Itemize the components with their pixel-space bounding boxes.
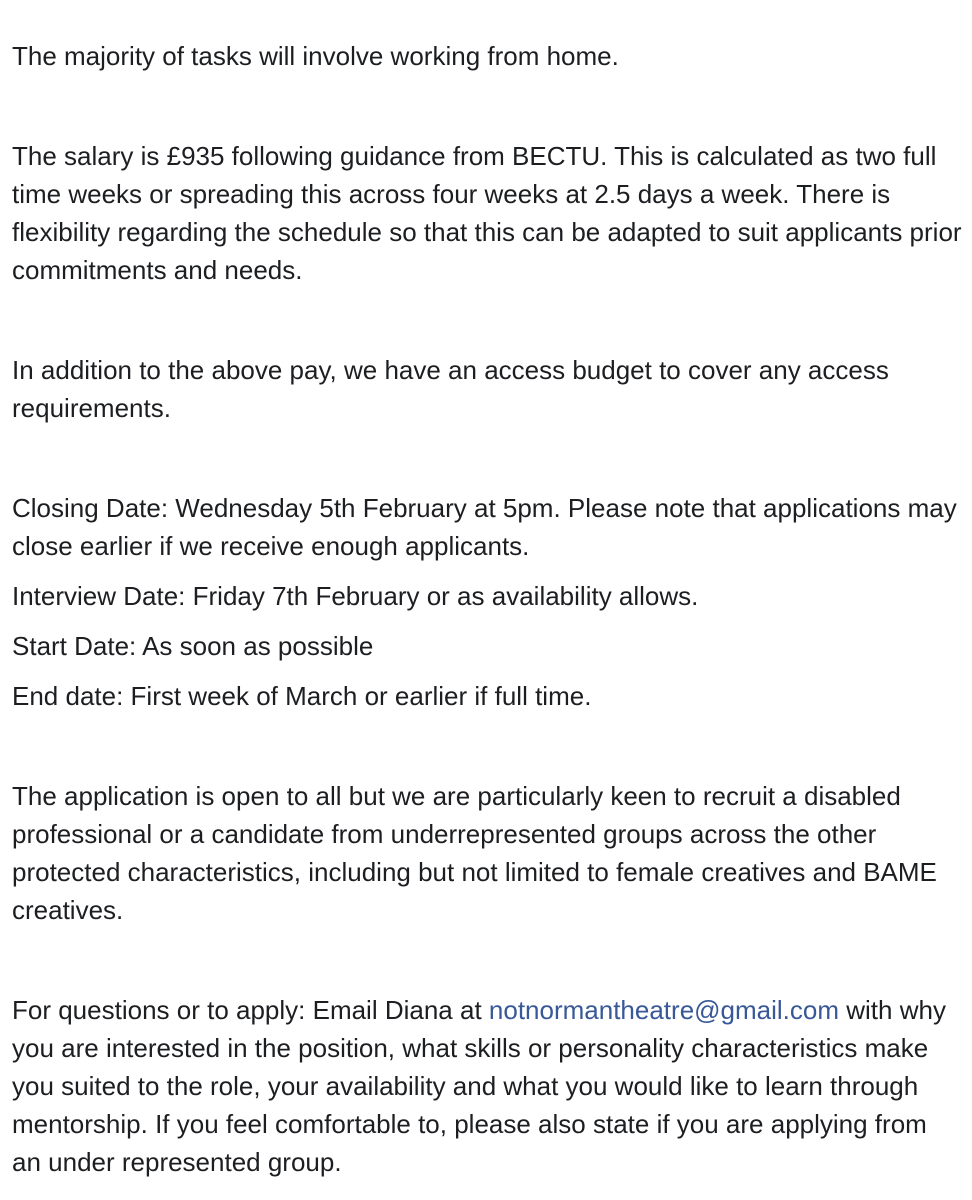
paragraph-work-from-home: The majority of tasks will involve working from home. (12, 41, 619, 71)
end-date: End date: First week of March or earlier if full time. (12, 681, 592, 711)
paragraph-access-budget: In addition to the above pay, we have an access budget to cover any access requirements. (12, 355, 889, 423)
start-date: Start Date: As soon as possible (12, 631, 374, 661)
post-body (12, 37, 962, 1181)
closing-date: Closing Date: Wednesday 5th February at 5pm. Please note that applications may close earlier if we receive enough applicants. (12, 493, 957, 561)
paragraph-eligibility: The application is open to all but we are particularly keen to recruit a disabled professional or a candidate from underrepresented groups across the other protected characteristics, including but not limited to female creatives and BAME creatives. (12, 781, 937, 925)
paragraph-contact (12, 991, 962, 1181)
contact-prefix: For questions or to apply: Email Diana at (12, 995, 489, 1025)
paragraph-salary: The salary is £935 following guidance from BECTU. This is calculated as two full time weeks or spreading this across four weeks at 2.5 days a week. There is flexibility regarding the schedule so that this can be adapted to suit applicants prior commitments and needs. (12, 141, 962, 285)
interview-date: Interview Date: Friday 7th February or as availability allows. (12, 581, 699, 611)
contact-suffix: with why you are interested in the position, what skills or personality characteristics make you suited to the role, your availability and what you would like to learn through mentorship. If you feel comfortable to, please also state if you are applying from an under represented group. (12, 995, 946, 1177)
email-link[interactable]: notnormantheatre@gmail.com (488, 995, 840, 1025)
